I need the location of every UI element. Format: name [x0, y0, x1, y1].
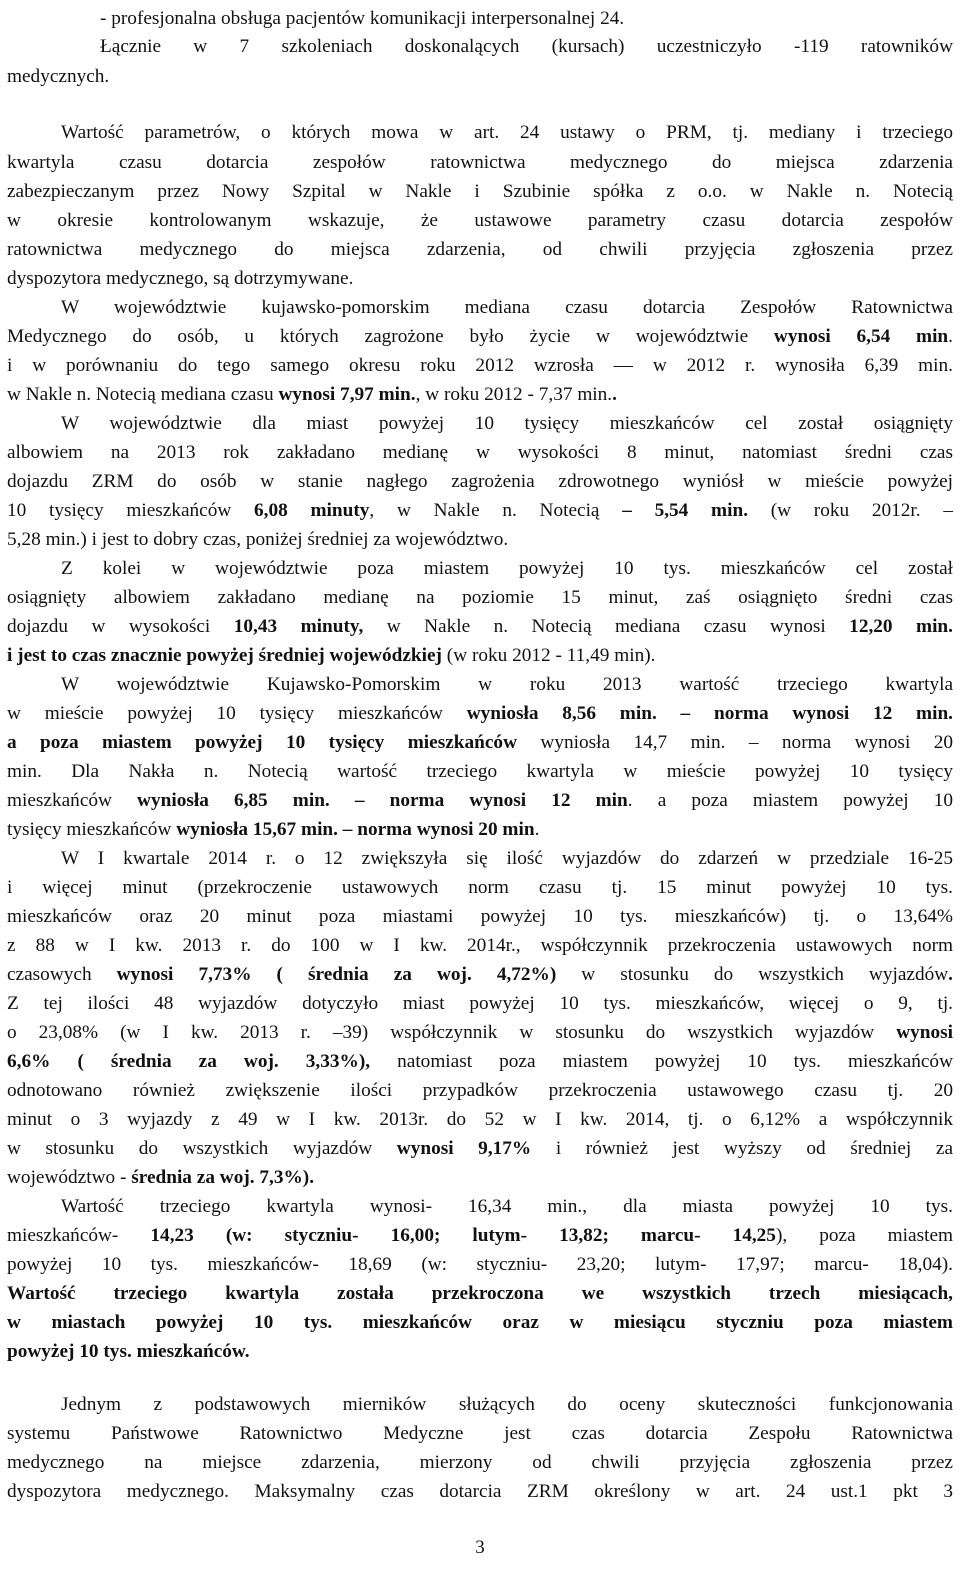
- text-line: [7, 960, 953, 989]
- text-line: [61, 554, 953, 583]
- text-run: odnotowano również zwiększenie ilości przypadków przekroczenia ustawowego czasu tj. 20: [7, 1080, 953, 1101]
- text-run: dyspozytora medycznego, są dotrzymywane.: [7, 268, 354, 289]
- text-run: (w roku 2012 - 11,49 min).: [441, 645, 656, 666]
- bold-text-run: wynosi: [896, 1022, 953, 1043]
- text-run: (w roku 2012r. –: [748, 500, 953, 521]
- text-run: minut o 3 wyjazdy z 49 w I kw. 2013r. do 52 w I kw. 2014, tj. o 6,12% a współczynnik: [7, 1109, 953, 1130]
- text-run: w Nakle n. Notecią mediana czasu wynosi: [363, 616, 850, 637]
- bold-text-run: Wartość trzeciego kwartyla została przekroczona we wszystkich trzech miesiącach,: [7, 1283, 953, 1304]
- bold-text-run: średnia za woj. 7,3%).: [131, 1167, 315, 1188]
- text-line: [7, 1221, 953, 1250]
- text-line: [7, 148, 953, 177]
- text-run: mieszkańców oraz 20 minut poza miastami powyżej 10 tys. mieszkańców) tj. o 13,64%: [7, 906, 953, 927]
- text-run: tysięcy mieszkańców: [7, 819, 177, 840]
- text-run: min. Dla Nakła n. Notecią wartość trzeciego kwartyla w mieście powyżej 10 tysięcy: [7, 761, 953, 782]
- bold-text-run: wynosi 6,54 min: [773, 326, 949, 347]
- text-line: [7, 1163, 953, 1192]
- bold-text-run: powyżej 10 tys. mieszkańców.: [7, 1341, 250, 1362]
- text-run: .: [948, 326, 953, 347]
- text-run: dojazdu ZRM do osób w stanie nagłego zagrożenia zdrowotnego wyniósł w mieście powyżej: [7, 471, 953, 492]
- text-run: natomiast poza miastem powyżej 10 tys. mieszkańców: [370, 1051, 953, 1072]
- text-line: [7, 206, 953, 235]
- text-line: [61, 1192, 953, 1221]
- text-run: albowiem na 2013 rok zakładano medianę w wysokości 8 minut, natomiast średni czas: [7, 442, 953, 463]
- text-run: 5,28 min.) i jest to dobry czas, poniżej średniej za województwo.: [7, 529, 509, 550]
- text-line: [7, 1250, 953, 1279]
- text-run: zabezpieczanym przez Nowy Szpital w Nakle i Szubinie spółka z o.o. w Nakle n. Notecią: [7, 181, 953, 202]
- text-run: czasowych: [7, 964, 117, 985]
- text-line: [7, 1105, 953, 1134]
- text-line: [7, 815, 953, 844]
- text-run: w okresie kontrolowanym wskazuje, że ustawowe parametry czasu dotarcia zespołów: [7, 210, 953, 231]
- text-line: [7, 699, 953, 728]
- text-line: [61, 409, 953, 438]
- bold-text-run: wynosi 7,73% ( średnia za woj. 4,72%): [116, 964, 557, 985]
- text-line: [7, 235, 953, 264]
- text-run: systemu Państwowe Ratownictwo Medyczne jest czas dotarcia Zespołu Ratownictwa: [7, 1423, 953, 1444]
- bold-text-run: wynosi 9,17%: [396, 1138, 532, 1159]
- bold-text-run: – 5,54 min.: [622, 500, 749, 521]
- bold-text-run: i jest to czas znacznie powyżej średniej wojewódzkiej: [7, 645, 442, 666]
- bold-text-run: 10,43 minuty,: [233, 616, 364, 637]
- text-run: . a poza miastem powyżej 10: [627, 790, 953, 811]
- text-run: Łącznie w 7 szkoleniach doskonalących (kursach) uczestniczyło -119 ratowników: [100, 36, 953, 57]
- bold-text-run: 14,23 (w: styczniu- 16,00; lutym- 13,82; marcu- 14,25: [150, 1225, 776, 1246]
- text-run: w Nakle n. Notecią mediana czasu: [7, 384, 279, 405]
- text-line: [7, 728, 953, 757]
- text-line: [7, 62, 953, 91]
- text-line: [7, 525, 953, 554]
- text-line: [7, 1308, 953, 1337]
- text-run: osiągnięty albowiem zakładano medianę na poziomie 15 minut, zaś osiągnięto średni czas: [7, 587, 953, 608]
- text-run: dyspozytora medycznego. Maksymalny czas dotarcia ZRM określony w art. 24 ust.1 pkt 3: [7, 1481, 953, 1502]
- text-run: mieszkańców: [7, 790, 138, 811]
- text-run: wyniosła 14,7 min. – norma wynosi 20: [517, 732, 953, 753]
- text-line: [61, 118, 953, 147]
- text-run: w mieście powyżej 10 tysięcy mieszkańców: [7, 703, 467, 724]
- text-run: Z kolei w województwie poza miastem powyżej 10 tys. mieszkańców cel został: [61, 558, 953, 579]
- bold-text-run: w miastach powyżej 10 tys. mieszkańców oraz w miesiącu styczniu poza miastem: [7, 1312, 953, 1333]
- bold-text-run: .: [948, 964, 953, 985]
- text-run: i również jest wyższy od średniej za: [531, 1138, 954, 1159]
- text-line: [7, 757, 953, 786]
- text-run: i w porównaniu do tego samego okresu roku 2012 wzrosła — w 2012 r. wynosiła 6,39 min.: [7, 355, 953, 376]
- text-run: i więcej minut (przekroczenie ustawowych norm czasu tj. 15 minut powyżej 10 tys.: [7, 877, 953, 898]
- text-run: o 23,08% (w I kw. 2013 r. –39) współczynnik w stosunku do wszystkich wyjazdów: [7, 1022, 897, 1043]
- text-run: W województwie dla miast powyżej 10 tysięcy mieszkańców cel został osiągnięty: [61, 413, 953, 434]
- text-line: [7, 612, 953, 641]
- text-run: W województwie kujawsko-pomorskim mediana czasu dotarcia Zespołów Ratownictwa: [61, 297, 953, 318]
- text-run: kwartyla czasu dotarcia zespołów ratownictwa medycznego do miejsca zdarzenia: [7, 152, 953, 173]
- text-line: [7, 467, 953, 496]
- text-run: z 88 w I kw. 2013 r. do 100 w I kw. 2014r., współczynnik przekroczenia ustawowych norm: [7, 935, 953, 956]
- text-line: [61, 1390, 953, 1419]
- text-line: [7, 1076, 953, 1105]
- text-run: , w Nakle n. Notecią: [369, 500, 623, 521]
- text-line: [100, 32, 953, 61]
- bold-text-run: wyniosła 8,56 min. – norma wynosi 12 min.: [466, 703, 954, 724]
- bold-text-run: 6,08 minuty: [254, 500, 370, 521]
- text-line: [7, 380, 953, 409]
- text-line: [7, 177, 953, 206]
- text-run: Jednym z podstawowych mierników służących do oceny skuteczności funkcjonowania: [61, 1394, 953, 1415]
- text-line: [7, 322, 953, 351]
- text-run: medycznego na miejsce zdarzenia, mierzony od chwili przyjęcia zgłoszenia przez: [7, 1452, 953, 1473]
- text-run: w stosunku do wszystkich wyjazdów: [556, 964, 949, 985]
- text-run: - profesjonalna obsługa pacjentów komunikacji interpersonalnej 24.: [100, 8, 625, 29]
- text-run: ratownictwa medycznego do miejsca zdarzenia, od chwili przyjęcia zgłoszenia przez: [7, 239, 953, 260]
- text-line: [7, 264, 953, 293]
- text-run: ), poza miastem: [775, 1225, 953, 1246]
- text-run: Medycznego do osób, u których zagrożone było życie w województwie: [7, 326, 774, 347]
- text-line: [7, 931, 953, 960]
- text-line: [7, 583, 953, 612]
- text-line: [7, 873, 953, 902]
- text-line: [7, 1337, 953, 1366]
- bold-text-run: 12,20 min.: [849, 616, 953, 637]
- text-run: Wartość parametrów, o których mowa w art. 24 ustawy o PRM, tj. mediany i trzeciego: [61, 122, 953, 143]
- bold-text-run: a poza miastem powyżej 10 tysięcy mieszkańców: [7, 732, 517, 753]
- text-line: [7, 1047, 953, 1076]
- text-line: [7, 1419, 953, 1448]
- text-line: [61, 670, 953, 699]
- text-line: [100, 4, 953, 33]
- text-line: [61, 293, 953, 322]
- text-line: [7, 438, 953, 467]
- text-run: W I kwartale 2014 r. o 12 zwiększyła się ilość wyjazdów do zdarzeń w przedziale 16-25: [61, 848, 953, 869]
- text-line: [7, 1448, 953, 1477]
- text-line: [7, 989, 953, 1018]
- text-run: W województwie Kujawsko-Pomorskim w roku 2013 wartość trzeciego kwartyla: [61, 674, 953, 695]
- text-run: mieszkańców-: [7, 1225, 151, 1246]
- text-line: [7, 1477, 953, 1506]
- text-line: [7, 351, 953, 380]
- text-run: powyżej 10 tys. mieszkańców- 18,69 (w: styczniu- 23,20; lutym- 17,97; marcu- 18,04).: [7, 1254, 953, 1275]
- text-run: województwo -: [7, 1167, 132, 1188]
- text-run: , w roku 2012 - 7,37 min.: [415, 384, 613, 405]
- text-run: medycznych.: [7, 66, 110, 87]
- text-line: [7, 902, 953, 931]
- text-line: [7, 496, 953, 525]
- text-line: [7, 1134, 953, 1163]
- bold-text-run: wynosi 7,97 min.: [278, 384, 416, 405]
- text-line: [7, 786, 953, 815]
- bold-text-run: wyniosła 6,85 min. – norma wynosi 12 min: [137, 790, 628, 811]
- bold-text-run: 6,6% ( średnia za woj. 3,33%),: [7, 1051, 371, 1072]
- text-line: [7, 1279, 953, 1308]
- text-run: w stosunku do wszystkich wyjazdów: [7, 1138, 397, 1159]
- text-run: Z tej ilości 48 wyjazdów dotyczyło miast powyżej 10 tys. mieszkańców, więcej o 9, tj.: [7, 993, 953, 1014]
- text-line: [7, 1018, 953, 1047]
- bold-text-run: wyniosła 15,67 min. – norma wynosi 20 min: [176, 819, 535, 840]
- text-line: [7, 641, 953, 670]
- text-run: Wartość trzeciego kwartyla wynosi- 16,34 min., dla miasta powyżej 10 tys.: [61, 1196, 953, 1217]
- text-run: dojazdu w wysokości: [7, 616, 234, 637]
- text-run: 10 tysięcy mieszkańców: [7, 500, 254, 521]
- page-number: 3: [475, 1537, 485, 1558]
- bold-text-run: .: [612, 384, 617, 405]
- text-run: .: [534, 819, 540, 840]
- text-line: [61, 844, 953, 873]
